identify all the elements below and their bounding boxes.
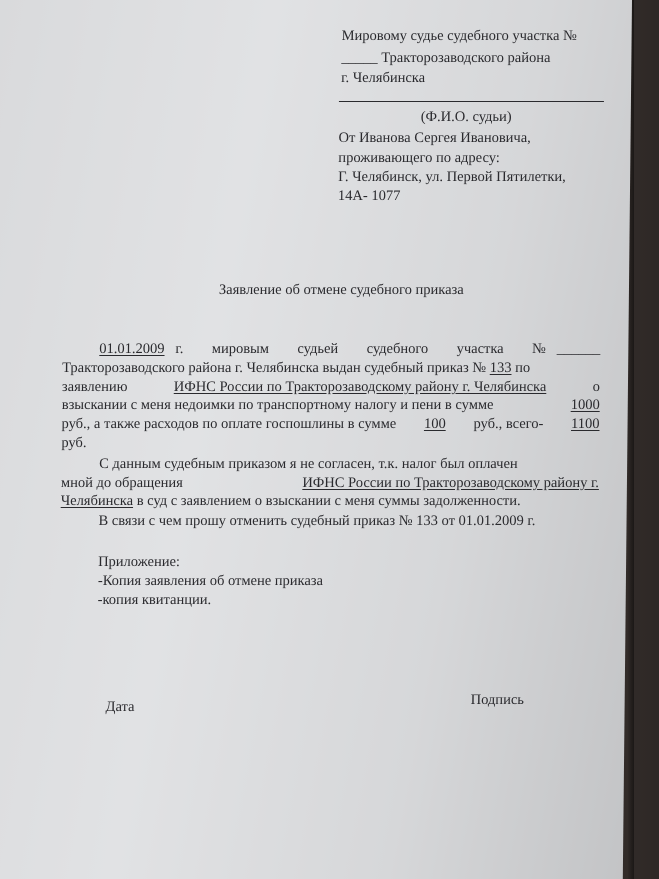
order-date: 01.01.2009 [99, 341, 165, 357]
judge-name-line [339, 101, 604, 102]
p1-word: мировым [211, 341, 270, 357]
p2-text: С данным судебным приказом я не согласен, т.к. налог был оплачен [99, 456, 518, 472]
p1-text: о [592, 379, 601, 395]
attachments-heading: Приложение: [98, 554, 181, 570]
p1-line-6: руб. [61, 435, 87, 451]
addressee-line-3: г. Челябинска [341, 70, 426, 86]
p1-text: Тракторозаводского района г. Челябинска выдан судебный приказ № [62, 360, 487, 376]
p1-text: руб., а также расходов по оплате госпошлины в сумме [61, 416, 397, 432]
request-line: В связи с чем прошу отменить судебный приказ № 133 от 01.01.2009 г. [98, 513, 536, 529]
p1-line-3 [62, 380, 600, 395]
attachment-item: -копия квитанции. [97, 592, 212, 608]
addressee-line-2 [341, 51, 550, 66]
p1-text: руб., всего- [473, 416, 544, 432]
order-number: 133 [489, 360, 512, 376]
arrears-sum: 1000 [570, 397, 600, 413]
p1-text: взыскании с меня недоимки по транспортному налогу и пени в сумме [61, 397, 494, 413]
p2-line-1 [99, 457, 599, 472]
residing-line: проживающего по адресу: [338, 150, 500, 166]
address-line-2: 14А- 1077 [337, 188, 401, 204]
p1-line-4 [62, 398, 600, 413]
district-blank: _____ [341, 50, 378, 66]
p2-line-3 [61, 494, 521, 509]
tax-authority: ИФНС России по Тракторозаводскому району г. Челябинска [173, 379, 547, 395]
signature-label: Подпись [470, 692, 525, 708]
p2-line-2 [61, 476, 599, 491]
p2-text: мной до обращения [60, 475, 183, 491]
total-sum: 1100 [571, 416, 600, 432]
p1-word: судебного [366, 341, 429, 357]
from-line: От Иванова Сергея Ивановича, [338, 130, 531, 146]
p1-line-5 [61, 417, 599, 432]
p1-line-1 [99, 342, 600, 357]
judge-caption: (Ф.И.О. судьи) [420, 109, 512, 125]
document-title: Заявление об отмене судебного приказа [218, 282, 464, 298]
p1-word: г. [175, 341, 184, 357]
addressee-line-1: Мировому судье судебного участка № [341, 28, 577, 44]
district-name: Тракторозаводского района [381, 50, 551, 66]
p2-text: в суд с заявлением о взыскании с меня суммы задолженности. [136, 493, 521, 509]
fee-sum: 100 [423, 416, 446, 432]
p1-word: судьей [297, 341, 339, 357]
attachment-item: -Копия заявления об отмене приказа [97, 573, 324, 589]
plot-number-blank: ______ [556, 341, 601, 357]
date-label: Дата [105, 699, 135, 715]
tax-authority: ИФНС России по Тракторозаводскому району г. [302, 475, 600, 491]
p1-line-2 [62, 361, 600, 376]
p1-text: по [515, 360, 531, 376]
p1-word: участка [456, 341, 504, 357]
tax-authority-city: Челябинска [60, 493, 134, 509]
address-line-1: Г. Челябинск, ул. Первой Пятилетки, [338, 169, 566, 185]
p1-word: № [531, 341, 546, 357]
p1-text: заявлению [61, 379, 128, 395]
